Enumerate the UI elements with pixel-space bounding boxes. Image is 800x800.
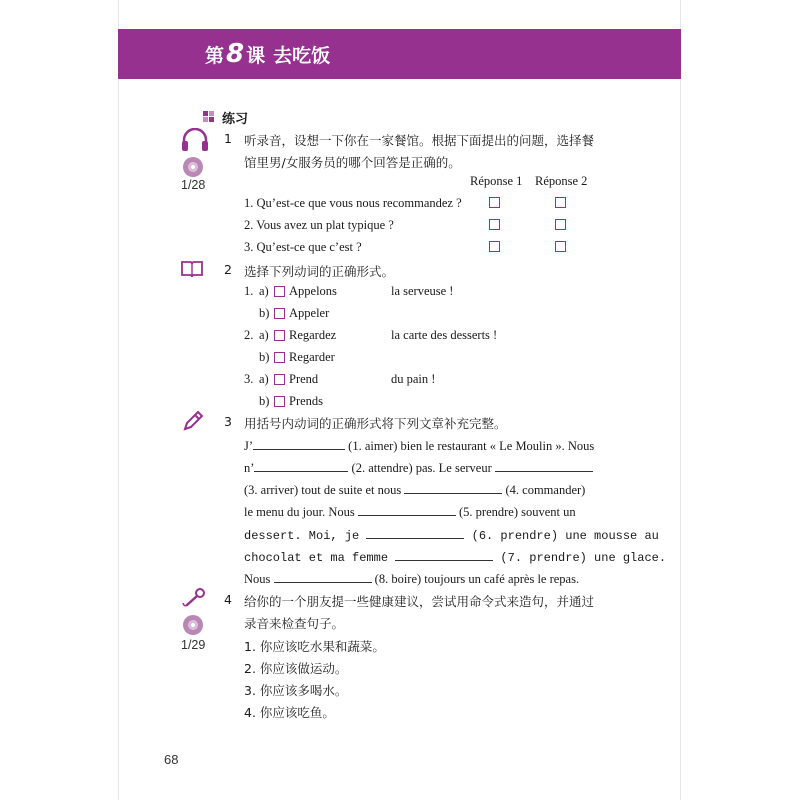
- ex2-item1-a-label: a): [259, 284, 269, 298]
- lesson-title: [205, 36, 330, 74]
- response1-header: Réponse 1: [470, 174, 523, 188]
- ex2-item1-a-option: Appelons: [289, 284, 337, 298]
- lesson-topic: 去吃饭: [273, 45, 331, 67]
- ex3-line5: [244, 526, 659, 543]
- blank-6[interactable]: [366, 526, 464, 539]
- blank-3[interactable]: [495, 459, 593, 472]
- ex3-line6-start: chocolat et ma femme: [244, 551, 396, 565]
- lesson-banner: [118, 29, 681, 79]
- ex2-item2-a-label: a): [259, 328, 269, 342]
- ex2-item3-b-checkbox[interactable]: [274, 396, 285, 407]
- ex2-item3-a-option: Prend: [289, 372, 319, 386]
- ex2-item3-a-checkbox[interactable]: [274, 374, 285, 385]
- ex2-item1-number: 1.: [244, 284, 254, 298]
- exercise4-number: 4: [224, 592, 232, 607]
- ex3-line1: [244, 437, 594, 454]
- ex2-item2-a-option: Regardez: [289, 328, 337, 342]
- blank-4[interactable]: [404, 481, 502, 494]
- ex2-item3-a-label: a): [259, 372, 269, 386]
- ex3-line5-start: dessert. Moi, je: [244, 529, 367, 543]
- ex3-line6-end: (7. prendre) une glace.: [493, 551, 667, 565]
- pencil-icon: [182, 410, 204, 432]
- ex3-line3-end: (4. commander): [502, 483, 586, 497]
- question-1: 1. Qu’est-ce que vous nous recommandez ?: [244, 196, 462, 210]
- blank-2[interactable]: [254, 459, 348, 472]
- blank-7[interactable]: [395, 548, 493, 561]
- q1-response1-checkbox[interactable]: [489, 197, 500, 208]
- ex2-item1-b-label: b): [259, 306, 270, 320]
- ex3-line2-start: n’: [244, 461, 255, 475]
- microphone-icon: [182, 588, 206, 608]
- ex2-item2-b-option: Regarder: [289, 350, 335, 364]
- ex3-line4-start: le menu du jour. Nous: [244, 505, 358, 519]
- ex2-item3-rest: du pain !: [391, 372, 436, 386]
- ex2-item1-b-option: Appeler: [289, 306, 330, 320]
- cd-icon-2: [183, 615, 203, 635]
- lesson-word: 课: [246, 45, 266, 67]
- ex3-line7: [244, 570, 579, 587]
- exercise1-number: 1: [224, 131, 232, 146]
- ex2-item1-rest: la serveuse !: [391, 284, 454, 298]
- ex2-item1-b-checkbox[interactable]: [274, 308, 285, 319]
- exercise4-instruction-line2: 录音来检查句子。: [244, 616, 345, 631]
- exercise1-instruction-line1: 听录音，设想一下你在一家餐馆。根据下面提出的问题，选择餐: [244, 133, 595, 148]
- ex2-item2-b-label: b): [259, 350, 270, 364]
- lesson-prefix: 第: [205, 45, 225, 67]
- response2-header: Réponse 2: [535, 174, 588, 188]
- ex2-item2-b-checkbox[interactable]: [274, 352, 285, 363]
- ex3-line7-start: Nous: [244, 572, 274, 586]
- exercise3-number: 3: [224, 414, 232, 429]
- ex2-item2-a-checkbox[interactable]: [274, 330, 285, 341]
- ex3-line6: [244, 548, 666, 565]
- q3-response1-checkbox[interactable]: [489, 241, 500, 252]
- blank-5[interactable]: [358, 503, 456, 516]
- ex3-line2: [244, 459, 593, 476]
- ex3-line3: [244, 481, 585, 498]
- exercise2-instruction: 选择下列动词的正确形式。: [244, 264, 395, 279]
- ex2-item2-number: 2.: [244, 328, 254, 342]
- q1-response2-checkbox[interactable]: [555, 197, 566, 208]
- blank-1[interactable]: [253, 437, 345, 450]
- exercise4-track: 1/29: [181, 638, 206, 652]
- ex3-line3-start: (3. arriver) tout de suite et nous: [244, 483, 405, 497]
- q2-response1-checkbox[interactable]: [489, 219, 500, 230]
- ex3-line2-end: (2. attendre) pas. Le serveur: [348, 461, 495, 475]
- ex4-item-2: 2. 你应该做运动。: [244, 661, 348, 676]
- headphones-icon: [180, 128, 210, 152]
- question-3: 3. Qu’est-ce que c’est ?: [244, 240, 362, 254]
- book-icon: [181, 260, 203, 278]
- section-title: 练习: [222, 112, 249, 127]
- ex2-item3-b-option: Prends: [289, 394, 324, 408]
- q3-response2-checkbox[interactable]: [555, 241, 566, 252]
- q2-response2-checkbox[interactable]: [555, 219, 566, 230]
- exercise3-instruction: 用括号内动词的正确形式将下列文章补充完整。: [244, 416, 507, 431]
- ex3-line4: [244, 503, 576, 520]
- exercise1-track: 1/28: [181, 178, 206, 192]
- ex4-item-1: 1. 你应该吃水果和蔬菜。: [244, 639, 385, 654]
- blank-8[interactable]: [274, 570, 372, 583]
- ex3-line7-end: (8. boire) toujours un café après le repas.: [371, 572, 580, 586]
- exercise2-number: 2: [224, 262, 232, 277]
- ex4-item-4: 4. 你应该吃鱼。: [244, 705, 335, 720]
- section-marker-icon: [203, 111, 215, 123]
- ex2-item3-b-label: b): [259, 394, 270, 408]
- cd-icon: [183, 157, 203, 177]
- ex3-line1-start: J’: [244, 439, 254, 453]
- ex4-item-3: 3. 你应该多喝水。: [244, 683, 348, 698]
- ex2-item1-a-checkbox[interactable]: [274, 286, 285, 297]
- question-2: 2. Vous avez un plat typique ?: [244, 218, 394, 232]
- lesson-number: 8: [226, 39, 245, 69]
- ex3-line5-end: (6. prendre) une mousse au: [464, 529, 659, 543]
- exercise1-instruction-line2: 馆里男/女服务员的哪个回答是正确的。: [244, 155, 461, 170]
- ex2-item2-rest: la carte des desserts !: [391, 328, 498, 342]
- ex3-line1-end: (1. aimer) bien le restaurant « Le Moulin ». Nous: [345, 439, 595, 453]
- ex3-line4-end: (5. prendre) souvent un: [455, 505, 576, 519]
- page-number: 68: [164, 752, 179, 767]
- exercise4-instruction-line1: 给你的一个朋友提一些健康建议，尝试用命令式来造句，并通过: [244, 594, 595, 609]
- ex2-item3-number: 3.: [244, 372, 254, 386]
